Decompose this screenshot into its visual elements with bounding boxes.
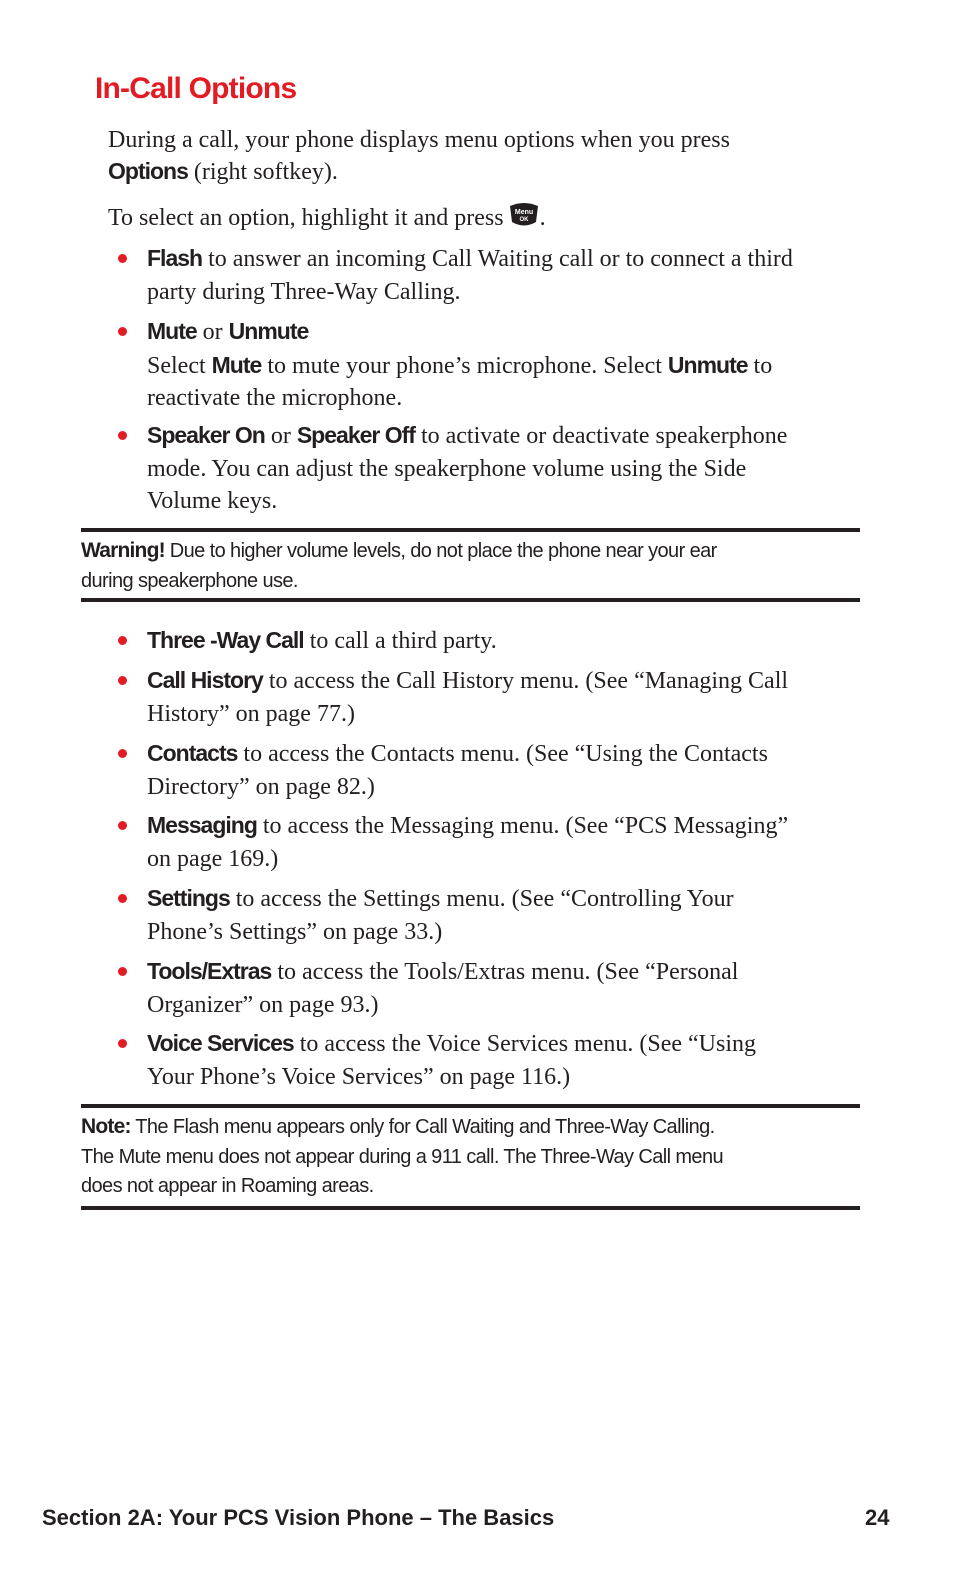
menu-ok-key-icon [508, 202, 540, 226]
bullet-keyword: Settings [147, 885, 230, 911]
mute-line2-b: to mute your phone’s microphone. Select [261, 352, 668, 379]
mute-or: or [196, 319, 229, 345]
bullet-keyword: Contacts [147, 740, 238, 766]
bullet-keyword: Tools/Extras [147, 958, 272, 984]
bullet-dot [118, 431, 127, 440]
bullet-line1: to access the Settings menu. (See “Controlling Your [229, 886, 734, 912]
bullet-dot [118, 254, 127, 263]
bullet-dot [118, 967, 127, 976]
bullet-line1: to access the Contacts menu. (See “Using the Contacts [237, 741, 768, 767]
speaker-or: or [264, 423, 297, 449]
bullet-line2: party during Three-Way Calling. [147, 278, 461, 305]
warning-line1: Due to higher volume levels, do not place the phone near your ear [164, 540, 717, 562]
footer-page-number: 24 [865, 1505, 890, 1530]
bullet-line2: Organizer” on page 93.) [147, 991, 379, 1018]
footer-section-title: Section 2A: Your PCS Vision Phone – The Basics [42, 1505, 555, 1530]
bullet-dot [118, 749, 127, 758]
bullet-line2: History” on page 77.) [147, 700, 355, 727]
mute-line3: reactivate the microphone. [147, 385, 403, 411]
intro-line2: (right softkey). [187, 159, 338, 185]
bullet-line1: to answer an incoming Call Waiting call or to connect a third [202, 246, 793, 272]
unmute-keyword: Unmute [228, 318, 309, 344]
speaker-off-keyword: Speaker Off [296, 422, 415, 448]
mute-keyword: Mute [147, 318, 197, 344]
bullet-line1: to access the Tools/Extras menu. (See “Personal [271, 959, 739, 985]
bullet-three-way-call [147, 624, 862, 658]
speaker-line3: Volume keys. [147, 488, 278, 514]
bullet-tools-extras [147, 955, 862, 1021]
bullet-dot [118, 327, 127, 336]
note-line3: does not appear in Roaming areas. [81, 1175, 374, 1197]
menu-key-top-text: Menu [514, 209, 533, 216]
speaker-on-keyword: Speaker On [147, 422, 265, 448]
warning-label: Warning! [81, 539, 165, 562]
bullet-keyword: Voice Services [147, 1030, 294, 1056]
bullet-line2: Your Phone’s Voice Services” on page 116.) [147, 1063, 571, 1090]
warning-box [81, 528, 860, 602]
bullet-contacts [147, 737, 862, 803]
bullet-dot [118, 1039, 127, 1048]
bullet-keyword: Three -Way Call [147, 627, 304, 653]
intro-paragraph [108, 125, 868, 188]
warning-line2: during speakerphone use. [81, 569, 298, 592]
page-title: In-Call Options [95, 72, 297, 105]
select-text: To select an option, highlight it and press [108, 205, 504, 231]
bullet-dot [118, 894, 127, 903]
bullet-dot [118, 676, 127, 685]
note-line1: The Flash menu appears only for Call Waiting and Three-Way Calling. [130, 1116, 715, 1138]
bullet-line1: to access the Voice Services menu. (See “Using [293, 1031, 757, 1057]
bullet-voice-services [147, 1027, 862, 1093]
bullet-line1: to access the Call History menu. (See “Managing Call [262, 668, 789, 694]
bullet-mute [147, 315, 862, 415]
bullet-settings [147, 882, 862, 948]
bullet-keyword: Messaging [147, 812, 257, 838]
bullet-flash [147, 242, 862, 308]
bullet-call-history [147, 664, 862, 730]
bullet-dot [118, 636, 127, 645]
mute-line2-a: Select [147, 352, 212, 379]
unmute-keyword-inline: Unmute [667, 351, 748, 378]
mute-keyword-inline: Mute [211, 351, 262, 378]
select-instruction [108, 202, 868, 234]
bullet-line2: Directory” on page 82.) [147, 773, 375, 800]
note-line2: The Mute menu does not appear during a 911 call. The Three-Way Call menu [81, 1145, 723, 1168]
bullet-keyword: Call History [147, 667, 263, 693]
mute-line2-c: to [747, 352, 773, 379]
bullet-speaker [147, 419, 862, 518]
bullet-keyword: Flash [147, 245, 203, 271]
options-keyword: Options [108, 158, 188, 184]
note-label: Note: [81, 1115, 131, 1138]
menu-key-bottom-text: OK [519, 217, 529, 223]
intro-line1: During a call, your phone displays menu options when you press [108, 127, 730, 153]
bullet-line2: Phone’s Settings” on page 33.) [147, 918, 443, 945]
note-box [81, 1104, 860, 1210]
bullet-messaging [147, 809, 862, 875]
speaker-line1-rest: to activate or deactivate speakerphone [414, 423, 788, 449]
bullet-dot [118, 821, 127, 830]
bullet-line1: to access the Messaging menu. (See “PCS Messaging” [256, 813, 789, 839]
bullet-line2: on page 169.) [147, 845, 279, 872]
bullet-line1: to call a third party. [303, 628, 497, 654]
select-end: . [539, 205, 546, 231]
speaker-line2: mode. You can adjust the speakerphone volume using the Side [147, 455, 747, 482]
